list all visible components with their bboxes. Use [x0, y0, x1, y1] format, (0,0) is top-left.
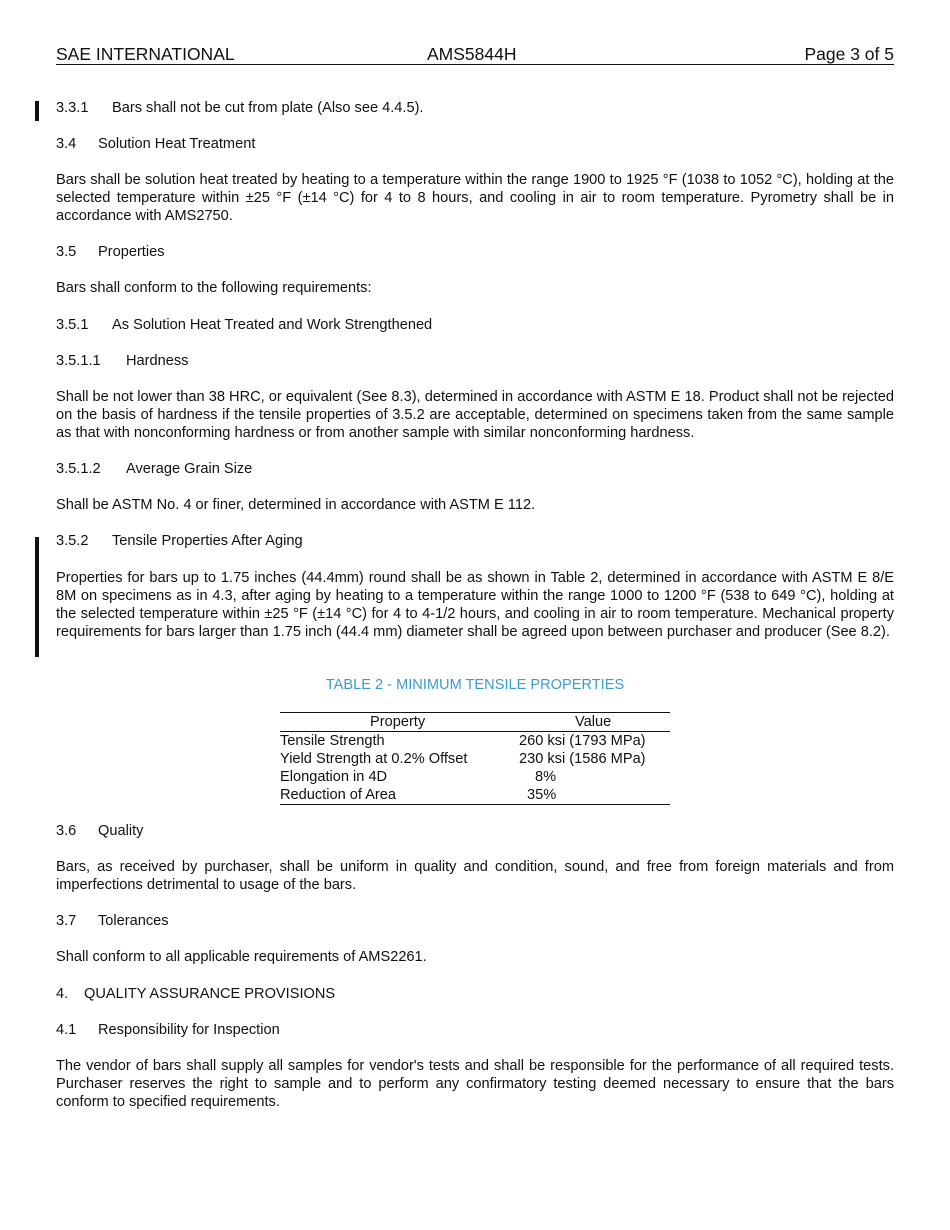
section-heading-4 — [56, 985, 894, 1003]
revision-bar-2 — [35, 537, 39, 657]
table-2 — [280, 712, 670, 805]
section-heading-3-5-2 — [56, 532, 894, 550]
column-header-value: Value — [575, 714, 612, 730]
table-header-row — [280, 713, 670, 732]
header-document-number: AMS5844H — [427, 44, 517, 64]
value-cell: 35% — [527, 787, 557, 803]
section-3-3-1 — [56, 99, 894, 117]
section-title: Responsibility for Inspection — [98, 1022, 280, 1038]
section-3-7-body: Shall conform to all applicable requirements of AMS2261. — [56, 949, 427, 965]
property-cell: Yield Strength at 0.2% Offset — [280, 751, 468, 767]
section-number: 3.4 — [56, 136, 77, 152]
table-row — [280, 732, 670, 750]
section-heading-4-1 — [56, 1021, 894, 1039]
section-heading-3-6 — [56, 822, 894, 840]
section-title: Quality — [98, 823, 144, 839]
section-number: 3.5.1 — [56, 317, 89, 333]
section-number: 4.1 — [56, 1022, 77, 1038]
section-title: Properties — [98, 244, 165, 260]
section-number: 3.3.1 — [56, 100, 89, 116]
section-3-5-1-2-body: Shall be ASTM No. 4 or finer, determined in accordance with ASTM E 112. — [56, 497, 536, 513]
page-header — [56, 44, 894, 65]
property-cell: Tensile Strength — [280, 733, 385, 749]
table-row — [280, 768, 670, 786]
section-3-4-body: Bars shall be solution heat treated by heating to a temperature within the range 1900 to 1925 °F (1038 to 1052 °C), holding at the selected temperature within ±25 °F (±14 °C) for 4 to 8 hours, and cooling in air to room temperature. Pyrometry shall be in accordance with AMS2750. — [56, 172, 894, 224]
section-heading-3-5 — [56, 243, 894, 261]
section-title: Average Grain Size — [126, 461, 253, 477]
section-text: Bars shall not be cut from plate (Also see 4.4.5). — [112, 100, 424, 116]
section-title: QUALITY ASSURANCE PROVISIONS — [84, 986, 336, 1002]
section-number: 3.5.1.2 — [56, 461, 101, 477]
section-number: 3.7 — [56, 913, 77, 929]
section-number: 3.6 — [56, 823, 77, 839]
section-heading-3-5-1 — [56, 316, 894, 334]
section-3-5-body: Bars shall conform to the following requirements: — [56, 280, 372, 296]
section-number: 3.5.2 — [56, 533, 89, 549]
section-3-6-body: Bars, as received by purchaser, shall be uniform in quality and condition, sound, and free from foreign materials and from imperfections detrimental to usage of the bars. — [56, 859, 894, 893]
table-row — [280, 750, 670, 768]
revision-bar-1 — [35, 101, 39, 121]
section-title: Tolerances — [98, 913, 169, 929]
section-title: Solution Heat Treatment — [98, 136, 256, 152]
property-cell: Elongation in 4D — [280, 769, 388, 785]
section-heading-3-5-1-1 — [56, 352, 894, 370]
section-title: Hardness — [126, 353, 189, 369]
header-page-number: Page 3 of 5 — [804, 44, 894, 64]
section-title: Tensile Properties After Aging — [112, 533, 303, 549]
section-4-1-body: The vendor of bars shall supply all samples for vendor's tests and shall be responsible for the performance of all required tests. Purchaser reserves the right to sample and to perform any confirmatory testing deemed necessary to ensure that the bars conform to specified requirements. — [56, 1058, 894, 1110]
section-number: 3.5 — [56, 244, 77, 260]
table-2-title: TABLE 2 - MINIMUM TENSILE PROPERTIES — [325, 677, 625, 693]
section-title: As Solution Heat Treated and Work Strengthened — [112, 317, 433, 333]
section-number: 3.5.1.1 — [56, 353, 101, 369]
section-3-5-2-body: Properties for bars up to 1.75 inches (44.4mm) round shall be as shown in Table 2, determined in accordance with ASTM E 8/E 8M on specimens as in 4.3, after aging by heating to a temperature within the range 1000 to 1200 °F (538 to 649 °C), holding at the selected temperature within ±25 °F (±14 °C) for 4 to 4-1/2 hours, and cooling in air to room temperature. Mechanical property requirements for bars larger than 1.75 inch (44.4 mm) diameter shall be agreed upon between purchaser and producer (See 8.2). — [56, 570, 894, 640]
value-cell: 260 ksi (1793 MPa) — [519, 733, 646, 749]
property-cell: Reduction of Area — [280, 787, 397, 803]
section-number: 4. — [56, 986, 69, 1002]
section-heading-3-5-1-2 — [56, 460, 894, 478]
value-cell: 230 ksi (1586 MPa) — [519, 751, 646, 767]
column-header-property: Property — [370, 714, 426, 730]
header-organization: SAE INTERNATIONAL — [56, 44, 235, 64]
section-heading-3-7 — [56, 912, 894, 930]
table-row — [280, 786, 670, 804]
value-cell: 8% — [535, 769, 557, 785]
section-3-5-1-1-body: Shall be not lower than 38 HRC, or equivalent (See 8.3), determined in accordance with ASTM E 18. Product shall not be rejected on the basis of hardness if the tensile properties of 3.5.2 are acceptable, determined on specimens taken from the same sample as that with nonconforming hardness or from another sample with similar nonconforming hardness. — [56, 389, 894, 441]
section-heading-3-4 — [56, 135, 894, 153]
